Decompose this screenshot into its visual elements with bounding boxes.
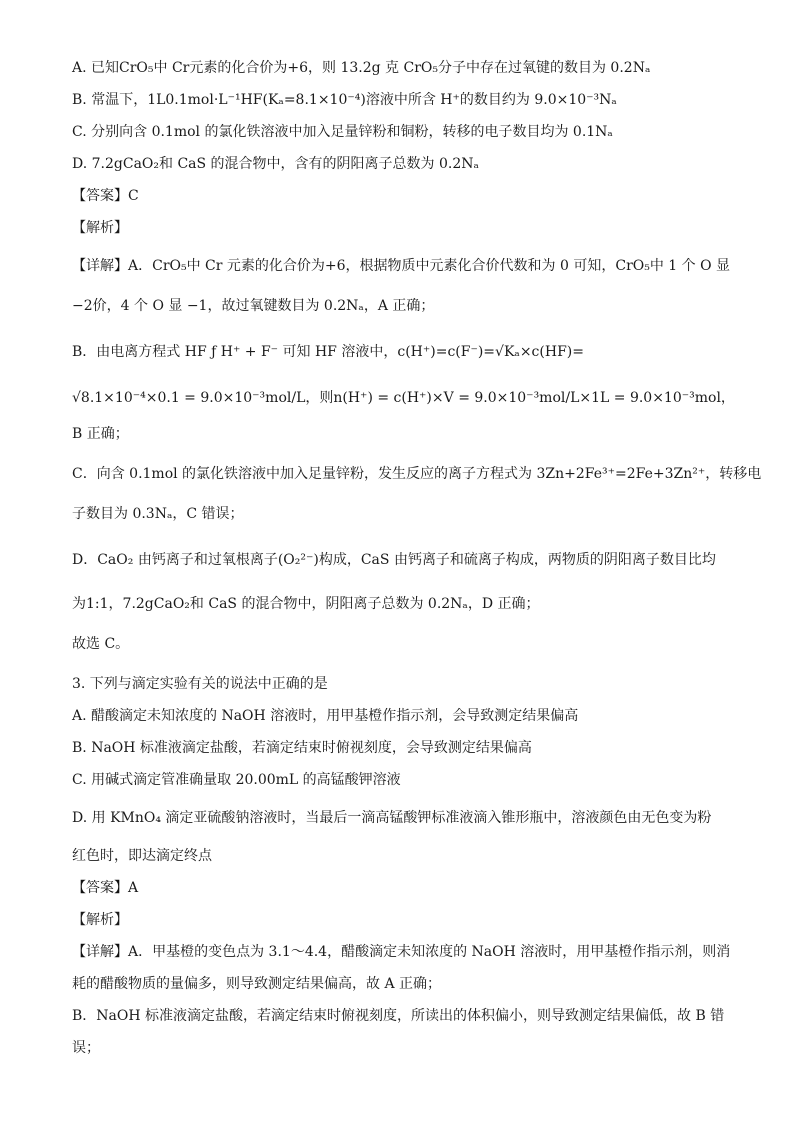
q2-option-b: B. 常温下，1L0.1mol·L⁻¹HF(Kₐ=8.1×10⁻⁴)溶液中所含 H⁺的数目约为 9.0×10⁻³Nₐ — [72, 92, 617, 108]
detail-label: 【详解】 — [72, 944, 128, 960]
q2-answer — [72, 186, 722, 206]
q3-analysis-text: A．甲基橙的变色点为 3.1～4.4，醋酸滴定未知浓度的 NaOH 溶液时，用甲基橙作指示剂，则消 — [128, 944, 731, 960]
q3-analysis-line-3: B．NaOH 标准液滴定盐酸，若滴定结束时俯视刻度，所读出的体积偏小，则导致测定结果偏低，故 B 错 — [72, 1008, 725, 1024]
q3-option-d-line-2: 红色时，即达滴定终点 — [72, 848, 212, 864]
answer-label: 【答案】 — [72, 880, 128, 896]
q2-analysis-line-4: √8.1×10⁻⁴×0.1 = 9.0×10⁻³mol/L，则n(H⁺) = c(H⁺)×V = 9.0×10⁻³mol/L×1L = 9.0×10⁻³mol， — [72, 390, 735, 406]
q3-option-c: C. 用碱式滴定管准确量取 20.00mL 的高锰酸钾溶液 — [72, 772, 401, 788]
q3-detail-line-1 — [72, 942, 731, 962]
q2-analysis-label: 【解析】 — [72, 220, 128, 236]
q2-analysis-line-8: D．CaO₂ 由钙离子和过氧根离子(O₂²⁻)构成，CaS 由钙离子和硫离子构成，两物质的阴阳离子数目比均 — [72, 552, 716, 568]
q3-answer — [72, 878, 722, 898]
q2-option-d: D. 7.2gCaO₂和 CaS 的混合物中，含有的阴阳离子总数为 0.2Nₐ — [72, 156, 479, 172]
document-page — [72, 58, 762, 1056]
q2-option-a: A. 已知CrO₅中 Cr元素的化合价为+6，则 13.2g 克 CrO₅分子中存在过氧键的数目为 0.2Nₐ — [72, 60, 651, 76]
q2-analysis-line-10: 故选 C。 — [72, 636, 130, 652]
q2-analysis-text: A．CrO₅中 Cr 元素的化合价为+6，根据物质中元素化合价代数和为 0 可知，CrO₅中 1 个 O 显 — [128, 258, 731, 274]
q2-analysis-line-7: 子数目为 0.3Nₐ，C 错误； — [72, 506, 244, 522]
answer-value: C — [128, 188, 139, 204]
answer-label: 【答案】 — [72, 188, 128, 204]
q2-option-c: C. 分别向含 0.1mol 的氯化铁溶液中加入足量锌粉和铜粉，转移的电子数目均为 0.1Nₐ — [72, 124, 613, 140]
q3-option-d-line-1: D. 用 KMnO₄ 滴定亚硫酸钠溶液时，当最后一滴高锰酸钾标准液滴入锥形瓶中，溶液颜色由无色变为粉 — [72, 810, 712, 826]
detail-label: 【详解】 — [72, 258, 128, 274]
q2-detail-line-1 — [72, 256, 731, 276]
q2-analysis-line-5: B 正确； — [72, 426, 129, 442]
q3-option-a: A. 醋酸滴定未知浓度的 NaOH 溶液时，用甲基橙作指示剂，会导致测定结果偏高 — [72, 708, 579, 724]
q3-analysis-line-2: 耗的醋酸物质的量偏多，则导致测定结果偏高，故 A 正确； — [72, 976, 442, 992]
q2-analysis-line-6: C．向含 0.1mol 的氯化铁溶液中加入足量锌粉，发生反应的离子方程式为 3Zn+2Fe³⁺=2Fe+3Zn²⁺，转移电 — [72, 466, 762, 482]
q3-analysis-line-4: 误； — [72, 1040, 100, 1056]
answer-value: A — [128, 880, 139, 896]
q2-analysis-line-9: 为1:1，7.2gCaO₂和 CaS 的混合物中，阴阳离子总数为 0.2Nₐ，D 正确； — [72, 596, 540, 612]
q2-analysis-line-3: B．由电离方程式 HF ƒ H⁺ + F⁻ 可知 HF 溶液中，c(H⁺)=c(F⁻)=√Kₐ×c(HF)= — [72, 344, 584, 360]
q3-option-b: B. NaOH 标准液滴定盐酸，若滴定结束时俯视刻度，会导致测定结果偏高 — [72, 740, 532, 756]
q3-stem: 3. 下列与滴定实验有关的说法中正确的是 — [72, 676, 328, 692]
q2-analysis-line-2: −2价，4 个 O 显 −1，故过氧键数目为 0.2Nₐ，A 正确； — [72, 298, 435, 314]
q3-analysis-label: 【解析】 — [72, 912, 128, 928]
